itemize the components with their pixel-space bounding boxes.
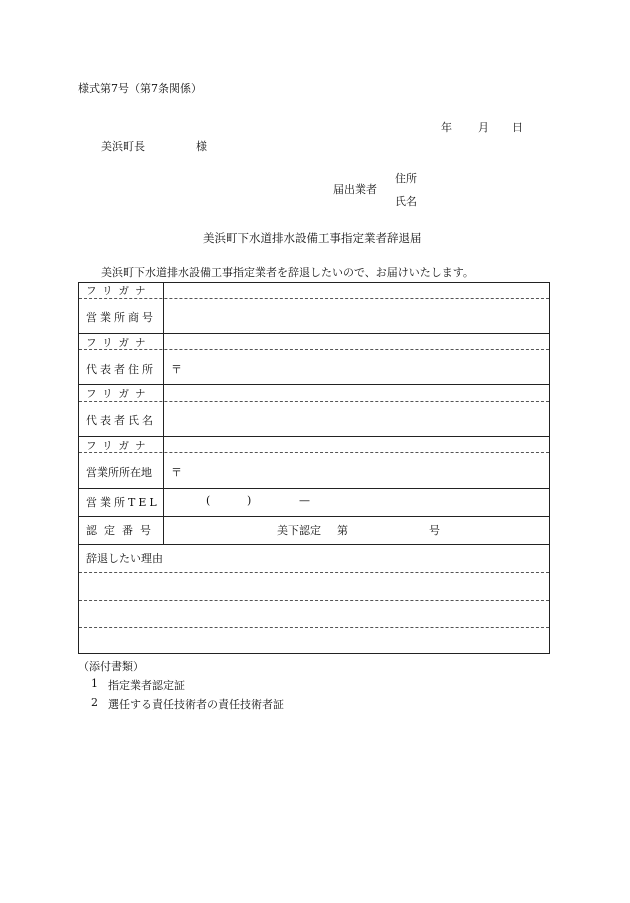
postal-mark-1: 〒 — [171, 363, 182, 376]
office-tel-label: 営業所TEL — [86, 496, 160, 509]
applicant-label: 届出業者 — [333, 183, 377, 196]
cert-dai: 第 — [337, 524, 348, 537]
form-table — [78, 282, 550, 654]
furigana-field-2[interactable] — [165, 335, 547, 348]
office-tel-field[interactable] — [165, 490, 547, 514]
furigana-label-3: フリガナ — [86, 388, 152, 400]
applicant-name-label: 氏名 — [395, 195, 417, 208]
attachment-text-2: 選任する責任技術者の責任技術者証 — [108, 698, 284, 711]
attachments-heading: （添付書類） — [78, 660, 144, 673]
addressee-name: 美浜町長 — [101, 140, 145, 153]
reason-field[interactable] — [81, 574, 547, 651]
tel-open-paren: ( — [206, 494, 211, 507]
furigana-field-1[interactable] — [165, 284, 547, 297]
furigana-label-1: フリガナ — [86, 285, 152, 297]
rep-name-field[interactable] — [165, 403, 547, 434]
rep-address-label: 代表者住所 — [86, 363, 156, 376]
tel-close-paren: ) — [247, 494, 252, 507]
cert-number-field[interactable] — [351, 518, 425, 542]
attachment-num-1: 1 — [91, 677, 98, 690]
cert-prefix: 美下認定 — [277, 524, 321, 537]
office-location-label: 営業所所在地 — [86, 466, 152, 479]
furigana-label-2: フリガナ — [86, 337, 152, 349]
date-month: 月 — [478, 121, 489, 134]
business-name-field[interactable] — [165, 300, 547, 331]
furigana-field-3[interactable] — [165, 386, 547, 399]
furigana-field-4[interactable] — [165, 438, 547, 451]
rep-address-field[interactable] — [185, 351, 547, 382]
attachment-text-1: 指定業者認定証 — [108, 679, 185, 692]
attachment-num-2: 2 — [91, 696, 98, 709]
rep-name-label: 代表者氏名 — [86, 414, 156, 427]
document-title: 美浜町下水道排水設備工事指定業者辞退届 — [203, 231, 422, 245]
intro-text: 美浜町下水道排水設備工事指定業者を辞退したいので、お届けいたします。 — [101, 266, 474, 279]
office-location-field[interactable] — [185, 454, 547, 486]
tel-dash: — — [299, 494, 310, 507]
furigana-label-4: フリガナ — [86, 440, 152, 452]
date-day: 日 — [512, 121, 523, 134]
cert-go: 号 — [429, 524, 440, 537]
reason-label: 辞退したい理由 — [86, 552, 163, 565]
applicant-address-label: 住所 — [395, 172, 417, 185]
postal-mark-2: 〒 — [171, 466, 182, 479]
form-number: 様式第7号（第7条関係） — [78, 82, 202, 95]
business-name-label: 営業所商号 — [86, 311, 156, 324]
cert-number-label: 認定番号 — [86, 524, 158, 537]
addressee-honorific: 様 — [196, 140, 207, 153]
date-year: 年 — [441, 121, 452, 134]
